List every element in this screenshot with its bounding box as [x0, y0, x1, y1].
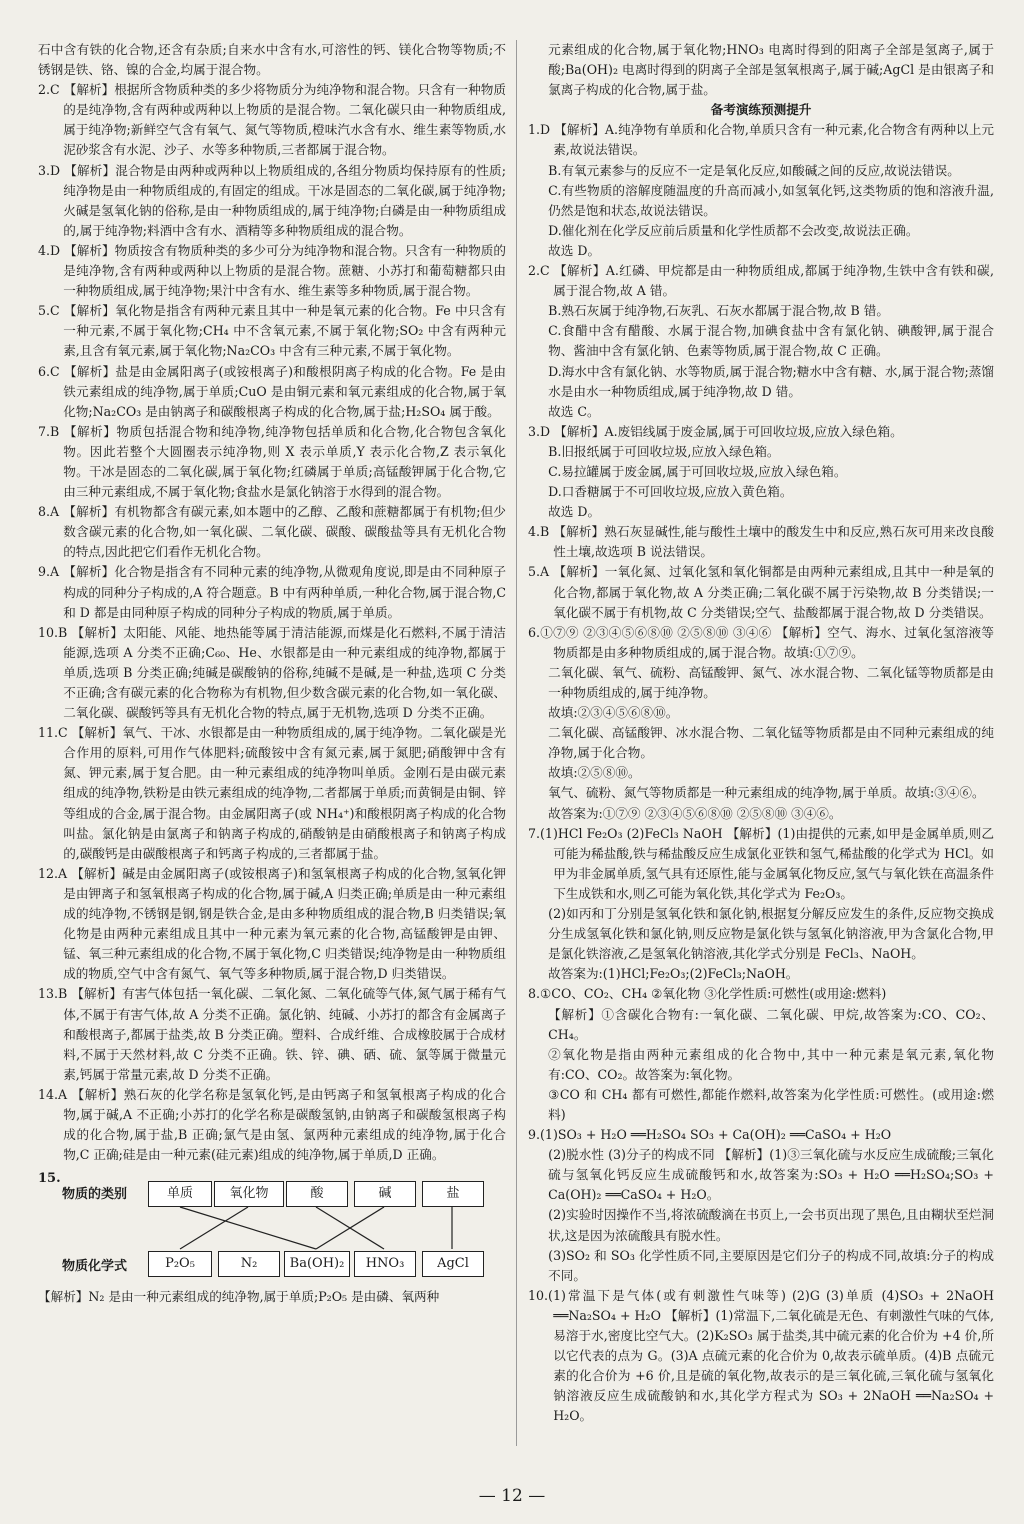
paragraph: 石中含有铁的化合物,还含有杂质;自来水中含有水,可溶性的钙、镁化合物等物质;不锈钢是铁、铬、镍的合金,均属于混合物。 [38, 42, 506, 78]
category-box-salt: 盐 [422, 1181, 484, 1207]
item-detail: (3)SO₂ 和 SO₃ 化学性质不同,主要原因是它们分子的构成不同,故填:分子的构成不同。 [548, 1247, 994, 1283]
item-detail: 故答案为:①⑦⑨ ②③④⑤⑥⑧⑩ ②⑤⑧⑩ ③④⑥。 [548, 805, 842, 821]
answer-item-7: 7.B 【解析】物质包括混合物和纯净物,纯净物包括单质和化合物,化合物包含氧化物。因此若整个大圆圈表示纯净物,则 X 表示单质,Y 表示化合物,Z 表示氧化物。干冰是固态的二氧化碳,属于氧化物;红磷属于单质;高锰酸钾属于化合物,它由三种元素组成,不属于氧化物;食盐水是氯化钠溶于水得到的混合物。 [38, 423, 506, 500]
page-number: — 12 — [478, 1486, 546, 1506]
item-detail: D.海水中含有氯化钠、水等物质,属于混合物;糖水中含有糖、水,属于混合物;蒸馏水是由水一种物质组成,属于纯净物,故 D 错。 [548, 363, 994, 399]
answer-item-3: 3.D 【解析】混合物是由两种或两种以上物质组成的,各组分物质均保持原有的性质;纯净物是由一种物质组成的,有固定的组成。干冰是固态的二氧化碳,属于纯净物;火碱是氢氧化钠的俗称,是由一种物质组成的,属于纯净物;白磷是由一种物质组成的,属于纯净物;料酒中含有水、酒精等多种物质组成的混合物。 [38, 162, 506, 238]
answer-item-14: 14.A 【解析】熟石灰的化学名称是氢氧化钙,是由钙离子和氢氧根离子构成的化合物,属于碱,A 不正确;小苏打的化学名称是碳酸氢钠,由钠离子和碳酸氢根离子构成的化合物,属于盐,B 正确;氯气是由氢、氯两种元素组成的纯净物,属于化合物,C 正确;硅是由一种元素(硅元素)组成的纯净物,属于单质,D 正确。 [38, 1086, 506, 1163]
item-detail: 故选 D。 [548, 242, 601, 258]
item-detail: D.口香糖属于不可回收垃圾,应放入黄色箱。 [548, 484, 793, 500]
line-oxide-p2o5 [180, 1207, 248, 1249]
item-detail: C.食醋中含有醋酸、水属于混合物,加碘食盐中含有氯化钠、碘酸钾,属于混合物、酱油中含有氯化钠、色素等物质,属于混合物,故 C 正确。 [548, 323, 994, 359]
answer-item-13: 13.B 【解析】有害气体包括一氧化碳、二氧化氮、二氧化硫等气体,氮气属于稀有气体,不属于有害气体,故 A 分类不正确。氯化钠、纯碱、小苏打的都含有金属离子和酸根离子,都属于盐类,故 B 分类正确。塑料、合成纤维、合成橡胶属于合成材料,不属于天然材料,故 C 分类不正确。铁、锌、碘、硒、硫、氯等属于微量元素,钙属于常量元素,故 D 分类不正确。 [38, 986, 506, 1082]
answer-item-9: 9.A 【解析】化合物是指含有不同种元素的纯净物,从微观角度说,即是由不同种原子构成的同种分子构成的,A 符合题意。B 中有两种单质,一种化合物,属于混合物,C 和 D 都是由同种原子构成的同种分子构成的物质,属于单质。 [38, 564, 506, 620]
section-title: 备考演练预测提升 [710, 102, 812, 118]
practice-item-7: 7.(1)HCl Fe₂O₃ (2)FeCl₃ NaOH 【解析】(1)由提供的元素,如甲是金属单质,则乙可能为稀盐酸,铁与稀盐酸反应生成氯化亚铁和氢气,稀盐酸的化学式为 HCl。如甲为非金属单质,氢气具有还原性,能与金属氧化物反应,氢气与氧化铁在高温条件下生成铁和水,则乙可能为氧化铁,其化学式为 Fe₂O₃。 [528, 825, 994, 901]
item-detail: 故填:②③④⑤⑥⑧⑩。 [548, 705, 679, 721]
category-box-base: 碱 [354, 1181, 416, 1207]
practice-item-5: 5.A 【解析】一氧化氮、过氧化氢和氧化铜都是由两种元素组成,且其中一种是氧的化合物,都属于氧化物,故 A 分类正确;二氧化碳不属于污染物,故 B 分类错误;一氧化碳不属于有机物,故 C 分类错误;空气、盐酸都属于混合物,故 D 分类错误。 [528, 564, 994, 620]
category-label: 物质的类别 [62, 1187, 128, 1203]
item-detail: ②氧化物是指由两种元素组成的化合物中,其中一种元素是氧元素,氧化物有:CO、CO₂。故答案为:氧化物。 [548, 1046, 994, 1082]
formula-box-baoh2: Ba(OH)₂ [284, 1251, 350, 1277]
practice-item-10: 10.(1)常温下是气体(或有刺激性气味等) (2)G (3)单质 (4)SO₃ + 2NaOH ══Na₂SO₄ + H₂O 【解析】(1)常温下,二氧化硫是无色、有刺激性气味的气体,易溶于水,密度比空气大。(2)K₂SO₃ 属于盐类,其中硫元素的化合价为 +4 价,所以它代表的点为 G。(3)A 点硫元素的化合价为 0,故表示硫单质。(4)B 点硫元素的化合价为 +6 价,且是硫的氧化物,故表示的是三氧化硫,三氧化硫与氢氧化钠溶液反应生成硫酸钠和水,其化学方程式为 SO₃ + 2NaOH ══Na₂SO₄ + H₂O。 [528, 1287, 994, 1424]
diagram-number: 15. [38, 1171, 61, 1187]
item-detail: 故选 D。 [548, 504, 601, 520]
line-element-n2 [180, 1207, 316, 1249]
practice-item-6: 6.①⑦⑨ ②③④⑤⑥⑧⑩ ②⑤⑧⑩ ③④⑥ 【解析】空气、海水、过氧化氢溶液等物质都是由多种物质组成的,属于混合物。故填:①⑦⑨。 [528, 624, 994, 660]
answer-item-6: 6.C 【解析】盐是由金属阳离子(或铵根离子)和酸根阴离子构成的化合物。Fe 是由铁元素组成的纯净物,属于单质;CuO 是由铜元素和氧元素组成的化合物,属于氧化物;Na₂CO₃ 是由钠离子和碳酸根离子构成的化合物,属于盐;H₂SO₄ 属于酸。 [38, 363, 506, 419]
answer-item-2: 2.C 【解析】根据所含物质种类的多少将物质分为纯净物和混合物。只含有一种物质的是纯净物,含有两种或两种以上物质的是混合物。二氧化碳只由一种物质组成,属于纯净物;新鲜空气含有氧气、氮气等物质,橙味汽水含有水、维生素等物质,水泥砂浆含有水泥、沙子、水等多种物质,三者都属于混合物。 [38, 82, 506, 158]
answer-item-11: 11.C 【解析】氧气、干冰、水银都是由一种物质组成的,属于纯净物。二氧化碳是光合作用的原料,可用作气体肥料;硫酸铵中含有氮元素,属于氮肥;硝酸钾中含有氮、钾元素,属于复合肥。由一种元素组成的纯净物叫单质。金刚石是由碳元素组成的纯净物,铁粉是由铁元素组成的纯净物,二者都属于单质;而黄铜是由铜、锌等组成的合金,属于混合物。由金属阳离子(或 NH₄⁺)和酸根阴离子构成的化合物叫盐。氯化钠是由氯离子和钠离子构成的,硝酸钠是由硝酸根离子和钠离子构成的,碳酸钙是由碳酸根离子和钙离子构成的,三者都属于盐。 [38, 725, 506, 861]
practice-item-3: 3.D 【解析】A.废铝线属于废金属,属于可回收垃圾,应放入绿色箱。 [528, 423, 903, 439]
left-column [38, 40, 506, 1454]
item-detail: C.易拉罐属于废金属,属于可回收垃圾,应放入绿色箱。 [548, 463, 847, 479]
answer-item-10: 10.B 【解析】太阳能、风能、地热能等属于清洁能源,而煤是化石燃料,不属于清洁能源,选项 A 分类不正确;C₆₀、He、水银都是由一种元素组成的纯净物,都属于单质,选项 B 分类正确;纯碱是碳酸钠的俗称,纯碱不是碱,是一种盐,选项 C 分类不正确;含有碳元素的化合物称为有机物,但少数含碳元素的化合物,如一氧化碳、二氧化碳、碳酸钙等具有无机化合物的特点,属于无机物,选项 D 分类不正确。 [38, 624, 506, 721]
answer-item-8: 8.A 【解析】有机物都含有碳元素,如本题中的乙醇、乙酸和蔗糖都属于有机物;但少数含碳元素的化合物,如一氧化碳、二氧化碳、碳酸、碳酸盐等具有无机化合物的特点,因此把它们看作无机化合物。 [38, 504, 506, 560]
answer-item-4: 4.D 【解析】物质按含有物质种类的多少可分为纯净物和混合物。只含有一种物质的是纯净物,含有两种或两种以上物质的是混合物。蔗糖、小苏打和葡萄糖都只由一种物质组成,属于纯净物;果汁中含有水、维生素等多种物质,属于混合物。 [38, 242, 506, 299]
answer-item-12: 12.A 【解析】碱是由金属阳离子(或铵根离子)和氢氧根离子构成的化合物,氢氧化钾是由钾离子和氢氧根离子构成的化合物,属于碱,A 归类正确;单质是由一种元素组成的纯净物,不锈钢是钢,钢是铁合金,是由多种物质组成的混合物,B 归类错误;氧化物是由两种元素组成且其中一种元素为氧元素的化合物,高锰酸钾是由钾、锰、氧三种元素组成的化合物,不属于氧化物,C 归类错误;纯净物是由一种物质组成的物质,空气中含有氮气、氧气等多种物质,属于混合物,D 归类错误。 [38, 865, 506, 982]
item-detail: 二氧化碳、高锰酸钾、冰水混合物、二氧化锰等物质都是由不同种元素组成的纯净物,属于化合物。 [548, 725, 994, 761]
item-detail: C.有些物质的溶解度随温度的升高而减小,如氢氧化钙,这类物质的饱和溶液升温,仍然是饱和状态,故说法错误。 [548, 182, 994, 218]
item-detail: ③CO 和 CH₄ 都有可燃性,都能作燃料,故答案为化学性质:可燃性。(或用途:燃料) [548, 1086, 994, 1122]
item-detail: B.熟石灰属于纯净物,石灰乳、石灰水都属于混合物,故 B 错。 [548, 303, 889, 319]
formula-box-p2o5: P₂O₅ [148, 1251, 212, 1277]
item-detail: (2)实验时因操作不当,将浓硫酸滴在书页上,一会书页出现了黑色,且由糊状至烂洞状,这是因为浓硫酸具有脱水性。 [548, 1207, 994, 1243]
practice-item-2: 2.C 【解析】A.红磷、甲烷都是由一种物质组成,都属于纯净物,生铁中含有铁和碳,属于混合物,故 A 错。 [528, 263, 994, 299]
item-detail: 氧气、硫粉、氮气等物质都是一种元素组成的纯净物,属于单质。故填:③④⑥。 [548, 785, 985, 801]
practice-item-1: 1.D 【解析】A.纯净物有单质和化合物,单质只含有一种元素,化合物含有两种以上元素,故说法错误。 [528, 122, 994, 158]
category-box-oxide: 氧化物 [214, 1181, 284, 1207]
practice-item-4: 4.B 【解析】熟石灰显碱性,能与酸性土壤中的酸发生中和反应,熟石灰可用来改良酸性土壤,故选项 B 说法错误。 [528, 524, 994, 560]
formula-box-n2: N₂ [218, 1251, 280, 1277]
item-detail: 二氧化碳、氧气、硫粉、高锰酸钾、氮气、冰水混合物、二氧化锰等物质都是由一种物质组成的,属于纯净物。 [548, 664, 994, 700]
category-box-acid: 酸 [286, 1181, 348, 1207]
formula-box-hno3: HNO₃ [354, 1251, 416, 1277]
item-detail: 【解析】①含碳化合物有:一氧化碳、二氧化碳、甲烷,故答案为:CO、CO₂、CH₄。 [548, 1006, 994, 1042]
category-box-element: 单质 [148, 1181, 212, 1207]
paragraph: 元素组成的化合物,属于氧化物;HNO₃ 电离时得到的阳离子全部是氢离子,属于酸;Ba(OH)₂ 电离时得到的阴离子全部是氢氧根离子,属于碱;AgCl 是由银离子和氯离子构成的化合物,属于盐。 [548, 42, 994, 98]
item-detail: B.有氧元素参与的反应不一定是氧化反应,如酸碱之间的反应,故说法错误。 [548, 162, 960, 178]
classification-diagram [38, 1167, 506, 1285]
practice-item-8: 8.①CO、CO₂、CH₄ ②氧化物 ③化学性质:可燃性(或用途:燃料) [528, 986, 887, 1002]
formula-label: 物质化学式 [62, 1259, 128, 1275]
item-detail: (2)如丙和丁分别是氢氧化铁和氯化钠,根据复分解反应发生的条件,反应物交换成分生成氢氧化铁和氯化钠,则反应物是氯化铁与氢氧化钠溶液,甲为含氯化合物,甲是氯化铁溶液,乙是氢氧化钠溶液,其化学式分别是 FeCl₃、NaOH。 [548, 906, 994, 962]
item-detail: 故答案为:(1)HCl;Fe₂O₃;(2)FeCl₃;NaOH。 [548, 966, 799, 982]
item-detail: B.旧报纸属于可回收垃圾,应放入绿色箱。 [548, 443, 780, 459]
formula-box-agcl: AgCl [422, 1251, 484, 1277]
right-column [528, 40, 994, 1454]
answer-item-5: 5.C 【解析】氧化物是指含有两种元素且其中一种是氧元素的化合物。Fe 中只含有一种元素,不属于氧化物;CH₄ 中不含氧元素,不属于氧化物;SO₂ 中含有两种元素,且含有氧元素,属于氧化物;Na₂CO₃ 中含有三种元素,不属于氧化物。 [38, 303, 506, 359]
answer-item-15-explanation: 【解析】N₂ 是由一种元素组成的纯净物,属于单质;P₂O₅ 是由磷、氧两种 [38, 1289, 440, 1305]
item-detail: 故选 C。 [548, 403, 600, 419]
item-detail: D.催化剂在化学反应前后质量和化学性质都不会改变,故说法正确。 [548, 222, 919, 238]
practice-item-9: 9.(1)SO₃ + H₂O ══H₂SO₄ SO₃ + Ca(OH)₂ ══CaSO₄ + H₂O [528, 1127, 892, 1143]
item-detail: 故填:②⑤⑧⑩。 [548, 765, 641, 781]
column-divider [516, 40, 517, 1446]
item-detail: (2)脱水性 (3)分子的构成不同 【解析】(1)③三氧化硫与水反应生成硫酸;三氧化硫与氢氧化钙反应生成硫酸钙和水,故答案为:SO₃ + H₂O ══H₂SO₄;SO₃ + Ca(OH)₂ ══CaSO₄ + H₂O。 [548, 1147, 994, 1203]
